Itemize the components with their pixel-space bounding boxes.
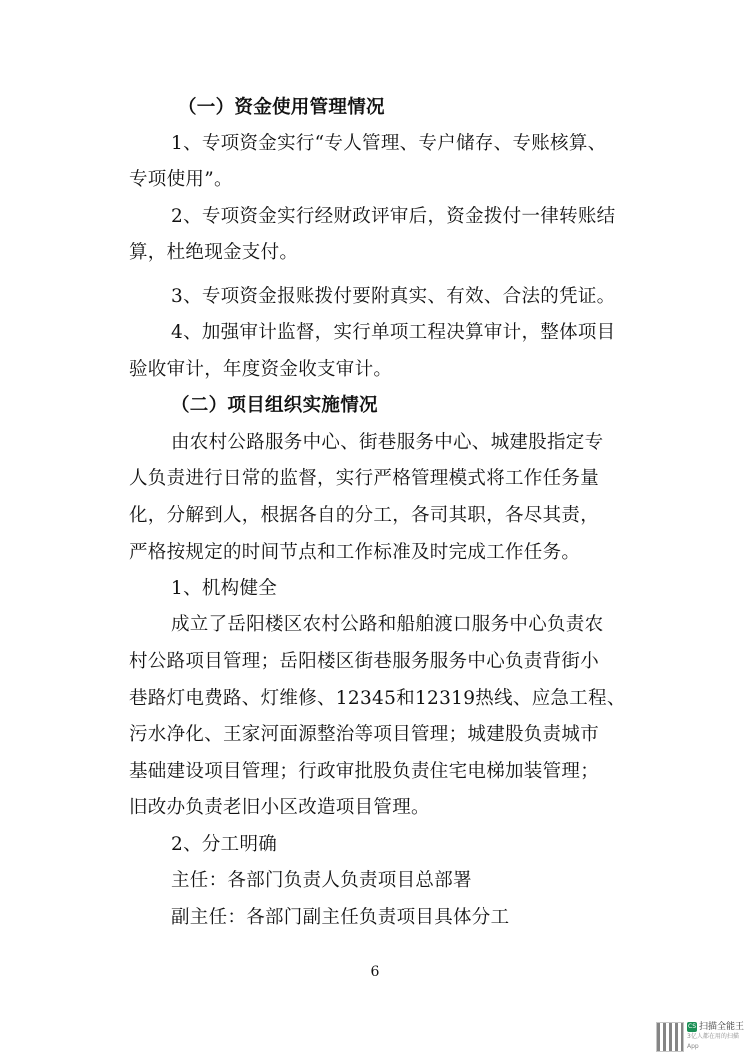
- paragraph-line: 旧改办负责老旧小区改造项目管理。: [129, 797, 430, 818]
- section-heading-funds: （一）资金使用管理情况: [178, 97, 385, 118]
- paragraph-line: 3、专项资金报账拨付要附真实、有效、合法的凭证。: [171, 286, 616, 307]
- paragraph-line: 验收审计，年度资金收支审计。: [129, 359, 393, 380]
- watermark-brand: [687, 1022, 746, 1032]
- subheading-line: 2、分工明确: [171, 834, 278, 855]
- paragraph-line: 污水净化、王家河面源整治等项目管理；城建股负责城市: [129, 724, 600, 745]
- paragraph-line: 成立了岳阳楼区农村公路和船舶渡口服务中心负责农: [171, 614, 604, 635]
- watermark-text: [687, 1022, 746, 1052]
- paragraph-line: 主任：各部门负责人负责项目总部署: [171, 870, 472, 891]
- watermark-brand-name: 扫描全能王: [699, 1022, 745, 1032]
- subheading-line: 1、机构健全: [171, 578, 278, 599]
- paragraph-line: 村公路项目管理；岳阳楼区街巷服务服务中心负责背街小: [129, 651, 600, 672]
- section-heading-implementation: （二）项目组织实施情况: [171, 395, 378, 416]
- paragraph-line: 严格按规定的时间节点和工作标准及时完成工作任务。: [129, 542, 581, 563]
- page-number: 6: [370, 964, 380, 980]
- paragraph-line: 2、专项资金实行经财政评审后，资金拨付一律转账结: [171, 206, 616, 227]
- paragraph-line: 算，杜绝现金支付。: [129, 242, 299, 263]
- paragraph-line: 基础建设项目管理；行政审批股负责住宅电梯加装管理；: [129, 761, 600, 782]
- paragraph-line: 化，分解到人，根据各自的分工，各司其职，各尽其责，: [129, 505, 600, 526]
- paragraph-line: 4、加强审计监督，实行单项工程决算审计，整体项目: [171, 322, 616, 343]
- paragraph-line: 专项使用”。: [129, 169, 233, 190]
- paragraph-line: 巷路灯电费路、灯维修、12345和12319热线、应急工程、: [129, 688, 626, 709]
- paragraph-line: 副主任：各部门副主任负责项目具体分工: [171, 907, 510, 928]
- paragraph-line: 人负责进行日常的监督，实行严格管理模式将工作任务量: [129, 468, 600, 489]
- watermark-subtitle: 3亿人都在用的扫描App: [687, 1033, 739, 1050]
- scanner-watermark: [656, 1020, 746, 1054]
- paragraph-line: 由农村公路服务中心、街巷服务中心、城建股指定专: [171, 432, 604, 453]
- camscanner-logo-icon: CS: [688, 1023, 696, 1030]
- qr-code-icon: [656, 1022, 684, 1052]
- paragraph-line: 1、专项资金实行“专人管理、专户储存、专账核算、: [171, 133, 607, 154]
